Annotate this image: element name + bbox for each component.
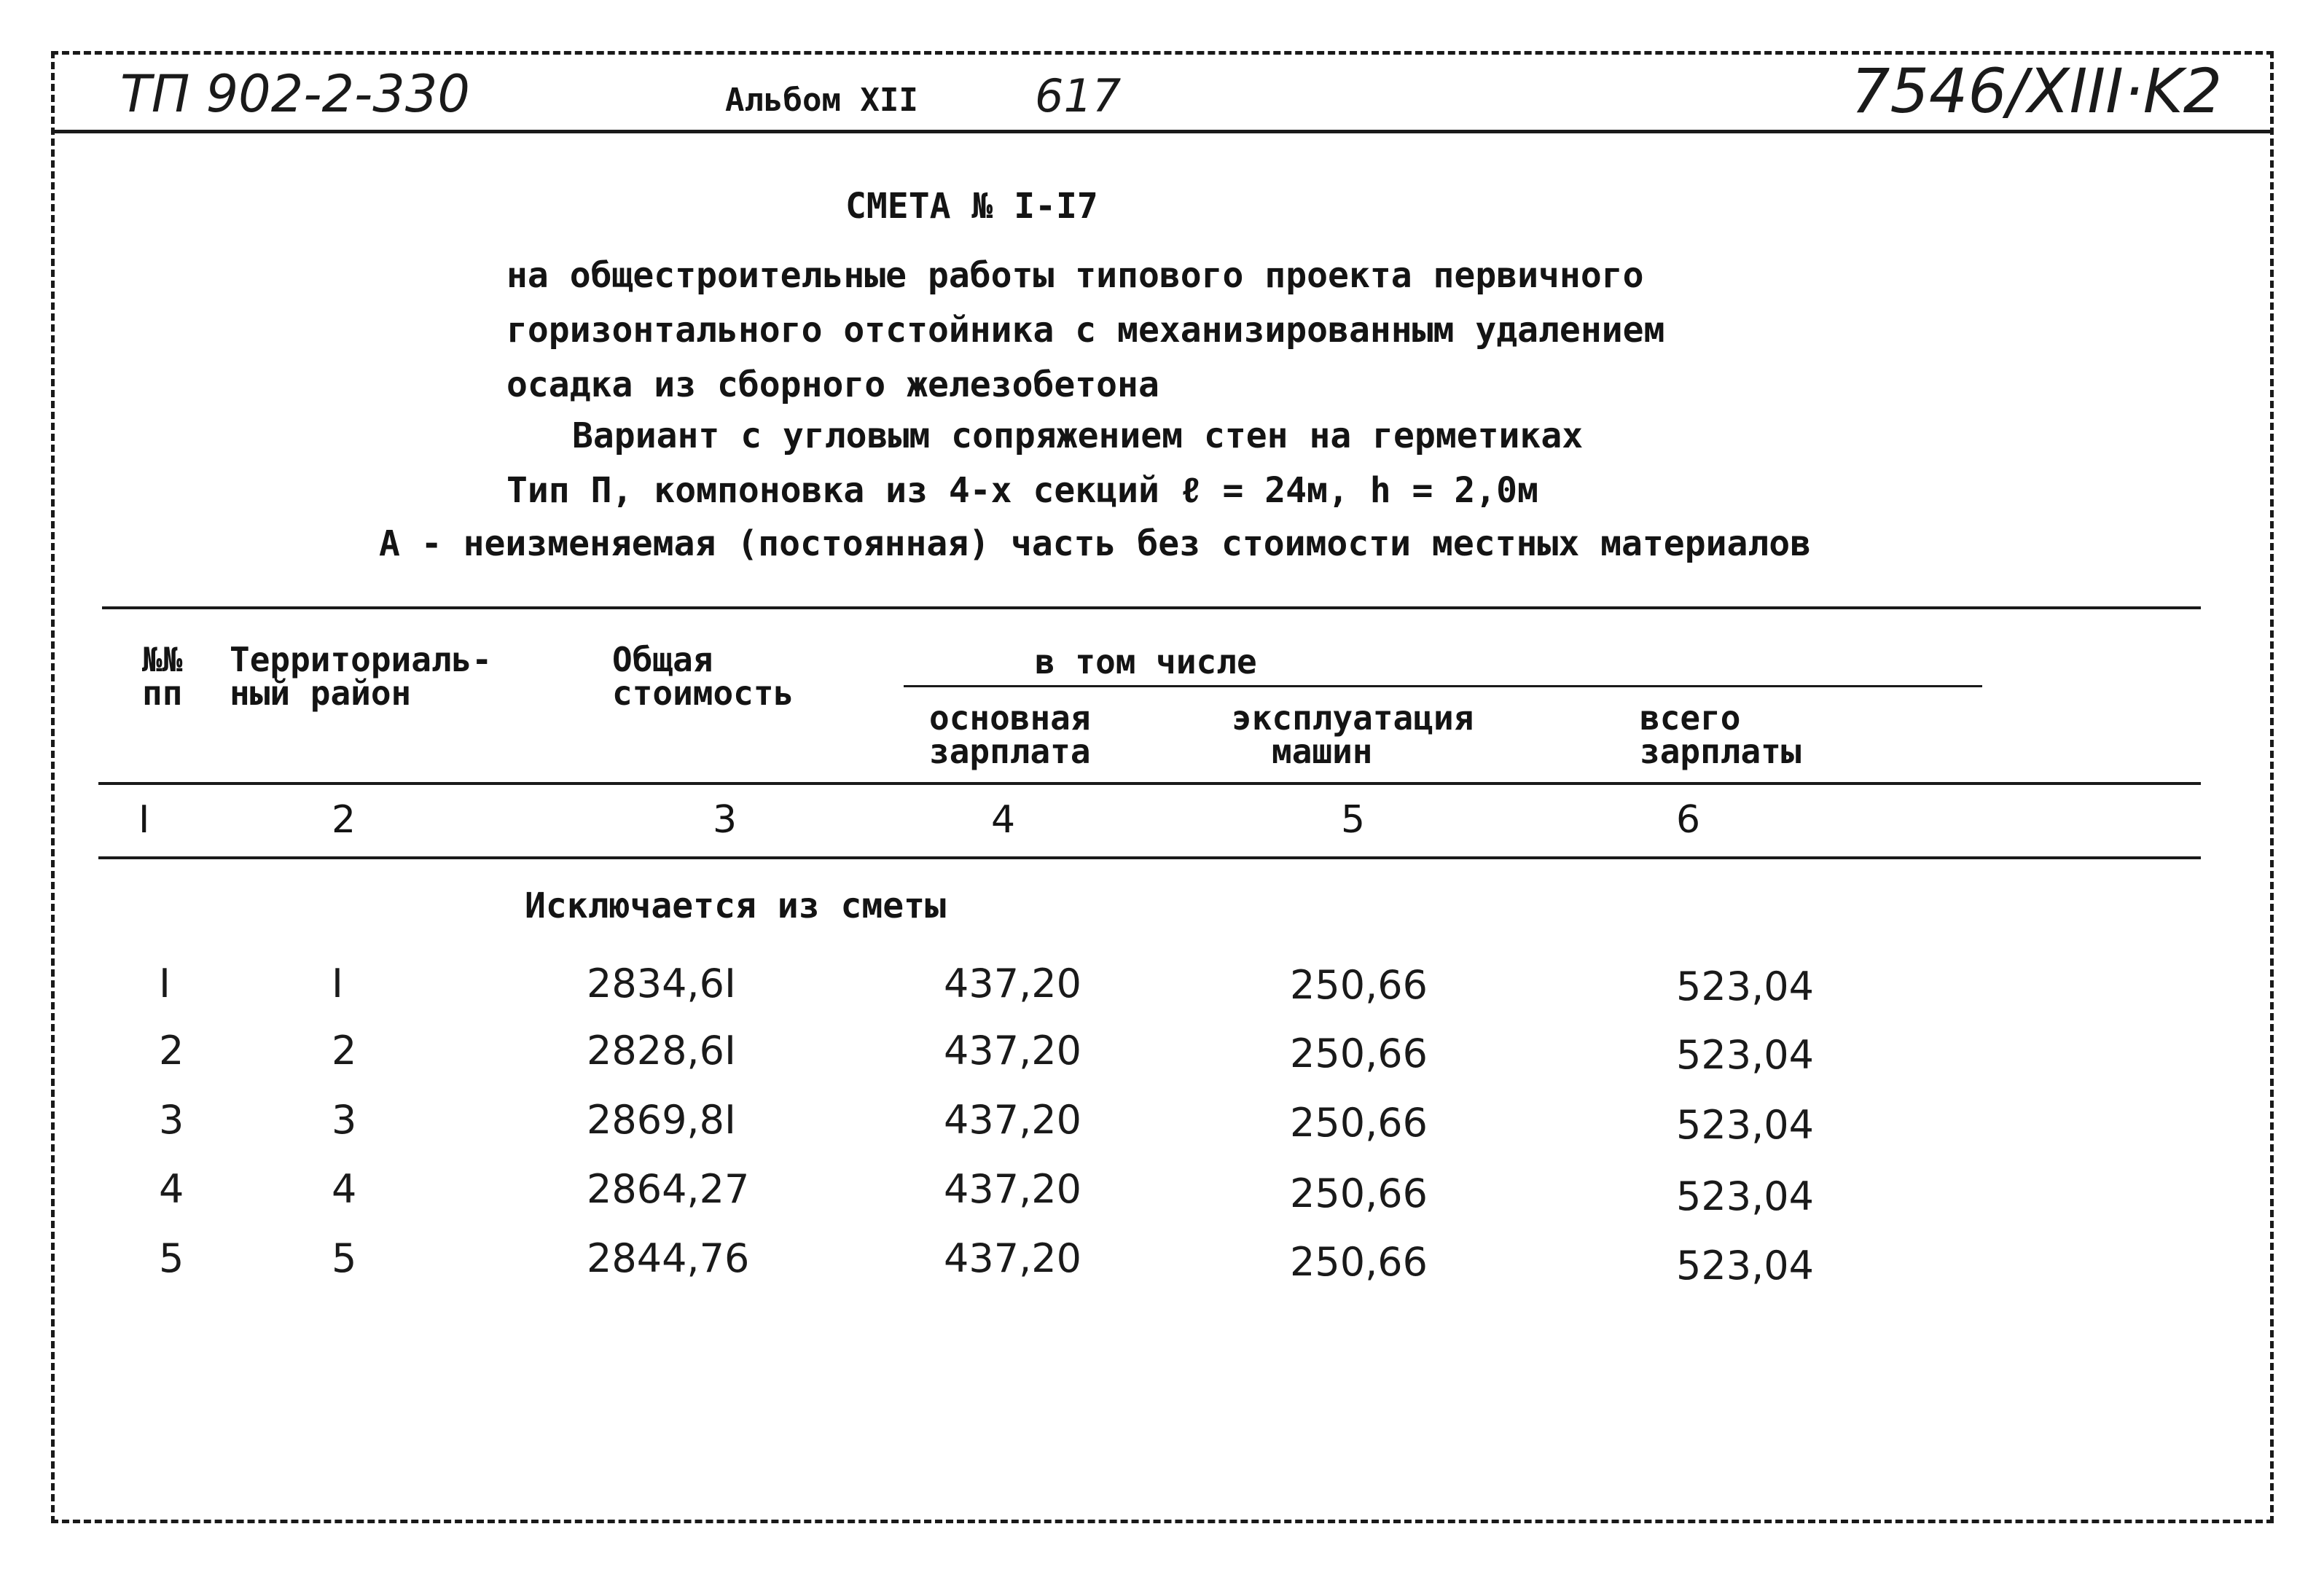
row-1-total-salary: 523,04 bbox=[1676, 964, 1814, 1009]
row-1-total: 2834,6I bbox=[587, 961, 736, 1007]
column-number-1: I bbox=[138, 798, 150, 842]
row-5-total-salary: 523,04 bbox=[1676, 1243, 1814, 1289]
row-2-total-salary: 523,04 bbox=[1676, 1032, 1814, 1078]
row-3-base-salary: 437,20 bbox=[944, 1097, 1081, 1143]
row-4-machines: 250,66 bbox=[1290, 1170, 1428, 1216]
including-rule bbox=[904, 685, 1982, 687]
header-total-line-1: Общая bbox=[612, 640, 713, 679]
header-base-salary bbox=[929, 698, 1091, 771]
row-4-total: 2864,27 bbox=[587, 1166, 750, 1212]
archive-code: 7546/XIII·K2 bbox=[1851, 55, 2223, 127]
description-line-2: горизонтального отстойника с механизированным удалением bbox=[506, 310, 1665, 351]
header-region bbox=[230, 640, 493, 713]
header-region-line-2: ный район bbox=[230, 673, 412, 713]
type-line: Тип П, компоновка из 4-х секций ℓ = 24м, h = 2,0м bbox=[506, 470, 1538, 511]
row-2-number: 2 bbox=[159, 1028, 184, 1074]
row-4-total-salary: 523,04 bbox=[1676, 1173, 1814, 1219]
row-4-region: 4 bbox=[332, 1166, 357, 1212]
row-3-machines: 250,66 bbox=[1290, 1100, 1428, 1146]
row-4-base-salary: 437,20 bbox=[944, 1166, 1081, 1212]
row-5-region: 5 bbox=[332, 1235, 357, 1281]
column-number-3: 3 bbox=[713, 798, 738, 842]
row-1-machines: 250,66 bbox=[1290, 962, 1428, 1008]
album-label: Альбом XII bbox=[725, 82, 918, 119]
variant-line: Вариант с угловым сопряжением стен на герметиках bbox=[572, 415, 1584, 456]
header-base-line-1: основная bbox=[929, 698, 1091, 738]
description-line-3: осадка из сборного железобетона bbox=[506, 364, 1159, 405]
column-number-5: 5 bbox=[1341, 798, 1366, 842]
row-1-region: I bbox=[332, 961, 343, 1007]
row-4-number: 4 bbox=[159, 1166, 184, 1212]
row-1-number: I bbox=[159, 961, 171, 1007]
row-3-number: 3 bbox=[159, 1097, 184, 1143]
header-number-line-1: №№ bbox=[142, 640, 183, 679]
header-including: в том числе bbox=[1035, 642, 1257, 681]
row-1-base-salary: 437,20 bbox=[944, 961, 1081, 1007]
row-5-machines: 250,66 bbox=[1290, 1239, 1428, 1285]
row-2-base-salary: 437,20 bbox=[944, 1028, 1081, 1074]
row-2-region: 2 bbox=[332, 1028, 357, 1074]
row-5-number: 5 bbox=[159, 1235, 184, 1281]
header-wage-line-1: всего bbox=[1640, 698, 1741, 738]
row-3-region: 3 bbox=[332, 1097, 357, 1143]
header-total-salary bbox=[1640, 698, 1801, 771]
estimate-title: СМЕТА № I-I7 bbox=[845, 186, 1098, 227]
header-total-line-2: стоимость bbox=[612, 673, 794, 713]
header-machines-line-2: машин bbox=[1272, 732, 1373, 771]
part-a-line: А - неизменяемая (постоянная) часть без стоимости местных материалов bbox=[379, 523, 1812, 564]
header-total-cost bbox=[612, 640, 794, 713]
header-machines-line-1: эксплуатация bbox=[1232, 698, 1474, 738]
section-label: Исключается из сметы bbox=[525, 886, 946, 926]
column-number-2: 2 bbox=[332, 798, 356, 842]
header-base-line-2: зарплата bbox=[929, 732, 1091, 771]
description-line-1: на общестроительные работы типового проекта первичного bbox=[506, 255, 1644, 296]
column-numbers-bottom-rule bbox=[98, 856, 2201, 859]
table-top-rule bbox=[102, 606, 2201, 609]
header-wage-line-2: зарплаты bbox=[1640, 732, 1801, 771]
column-numbers-top-rule bbox=[98, 782, 2201, 785]
header-divider bbox=[51, 130, 2274, 133]
header-region-line-1: Территориаль- bbox=[230, 640, 493, 679]
header-number-line-2: пп bbox=[142, 673, 183, 713]
row-5-total: 2844,76 bbox=[587, 1235, 750, 1281]
header-machines bbox=[1232, 698, 1474, 771]
row-3-total-salary: 523,04 bbox=[1676, 1102, 1814, 1148]
row-3-total: 2869,8I bbox=[587, 1097, 736, 1143]
project-code: ТП 902-2-330 bbox=[120, 64, 470, 124]
column-number-6: 6 bbox=[1676, 798, 1701, 842]
column-number-4: 4 bbox=[991, 798, 1016, 842]
row-2-machines: 250,66 bbox=[1290, 1031, 1428, 1076]
header-number bbox=[142, 640, 183, 713]
row-2-total: 2828,6I bbox=[587, 1028, 736, 1074]
album-number: 617 bbox=[1035, 69, 1122, 122]
row-5-base-salary: 437,20 bbox=[944, 1235, 1081, 1281]
